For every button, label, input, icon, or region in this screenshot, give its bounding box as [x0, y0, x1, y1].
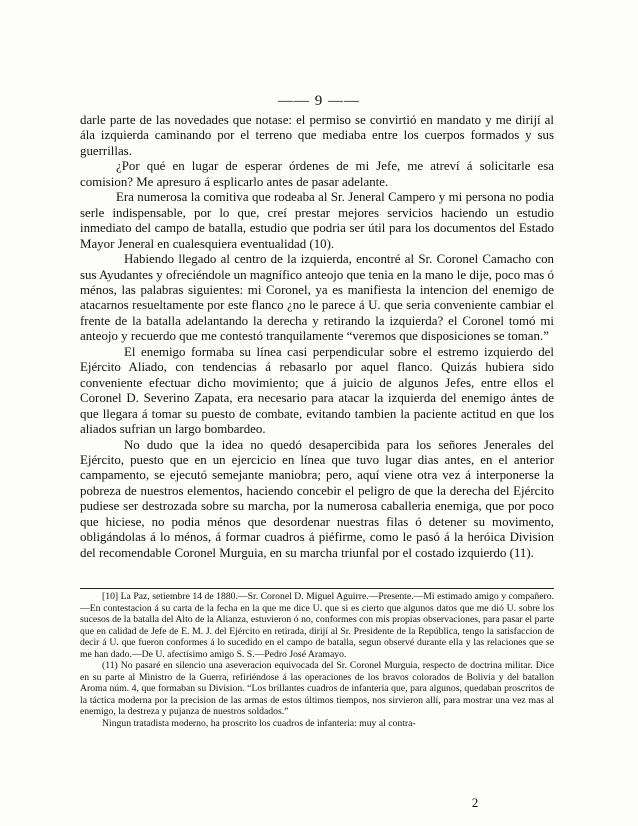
signature-mark: 2 [471, 795, 479, 810]
paragraph: ¿Por qué en lugar de esperar órdenes de mi Jefe, me atreví á solicitarle esa comision? Me apresuro á esplicarlo antes de pasar adelante. [80, 159, 554, 189]
paragraph: Era numerosa la comitiva que rodeaba al Sr. Jeneral Campero y mi persona no podia serle indispensable, por lo que, creí prestar mejores servicios haciendo un estudio inmediato del campo de batalla, estudio que podria ser útil para los documentos del Estado Mayor Jeneral en cualesquiera eventualidad (10). [80, 190, 554, 251]
paragraph: El enemigo formaba su línea casi perpendicular sobre el estremo izquierdo del Ejército Aliado, con tendencias á rebasarlo por aquel flanco. Quizás hubiera sido conveniente efectuar dicho movimiento; que á juicio de algunos Jefes, entre ellos el Coronel D. Severino Zapata, era necesario para atacar la izquierda del enemigo ántes de que llegara á tomar su puesto de combate, evitando tambien la paciente actitud en que los aliados sufrian un largo bombardeo. [80, 344, 554, 437]
footnotes [80, 591, 554, 729]
page-number-header: —— 9 —— [278, 93, 360, 109]
footnote-divider [80, 588, 554, 589]
paragraph: Habiendo llegado al centro de la izquierda, encontré al Sr. Coronel Camacho con sus Ayudantes y ofreciéndole un magnífico anteojo que tenia en la mano le dije, poco mas ó ménos, las palabras siguientes: mi Coronel, ya es manifiesta la intencion del enemigo de atacarnos resueltamente por este flanco ¿no le parece á U. que seria conveniente cambiar el frente de la batalla adelantando la derecha y retirando la izquierda? el Coronel tomó mi anteojo y recuerdo que me contestó tranquilamente “veremos que disposiciones se toman.” [80, 252, 554, 344]
footnote: [10] La Paz, setiembre 14 de 1880.—Sr. Coronel D. Miguel Aguirre.—Presente.—Mi estimado amigo y compañero.—En contestacion á su carta de la fecha en la que me dice U. que si es cierto que algunos datos que me dió U. sobre los sucesos de la batalla del Alto de la Alianza, estuvieron ó no, conformes con mis propias observaciones, para pasar el parte que en calidad de Jefe de E. M. J. del Ejército en retirada, dirijí al Sr. Presidente de la República, tengo la satisfaccion de decir á U. que fueron conformes á lo sucedido en el campo de batalla, segun observé durante ella y las relaciones que se me han dado.—De U. afectísimo amigo S. S.—Pedro José Aramayo. [80, 591, 554, 660]
paragraph: darle parte de las novedades que notase: el permiso se convirtió en mandato y me dirijí al ála izquierda caminando por el terreno que mediaba entre los cuerpos formados y sus guerrillas. [80, 113, 554, 158]
main-text [80, 113, 554, 561]
footnote: (11) No pasaré en silencio una aseveracion equivocada del Sr. Coronel Murguia, respecto de doctrina militar. Dice en su parte al Ministro de la Guerra, refiriéndose á las operaciones de los bravos colorados de Bolivia y del batallon Aroma núm. 4, que formaban su Division. “Los brillantes cuadros de infanteria que, para algunos, quedaban proscritos de la táctica moderna por la precision de las armas de estos últimos tiempos, nos sirvieron allí, para mostrar una vez mas al enemigo, la destreza y pujanza de nuestros soldados.” [80, 660, 554, 717]
paragraph: No dudo que la idea no quedó desapercibida para los señores Jenerales del Ejército, puesto que en un ejercicio en línea que tuvo lugar dias antes, en el anterior campamento, se ejecutó semejante maniobra; pero, aquí viene otra vez á interponerse la pobreza de nuestros elementos, haciendo concebir el peligro de que la derecha del Ejército pudiese ser destrozada sobre su marcha, por la numerosa caballeria enemiga, que por poco que hiciese, no podia ménos que desordenar nuestras filas ó detener su movimento, obligándolas á lo ménos, á formar cuadros á piéfirme, como le pasó á la heróica Division del recomendable Coronel Murguia, en su marcha triunfal por el costado izquierdo (11). [80, 437, 554, 560]
footnote: Ningun tratadista moderno, ha proscrito los cuadros de infanteria: muy al contra- [102, 717, 416, 729]
